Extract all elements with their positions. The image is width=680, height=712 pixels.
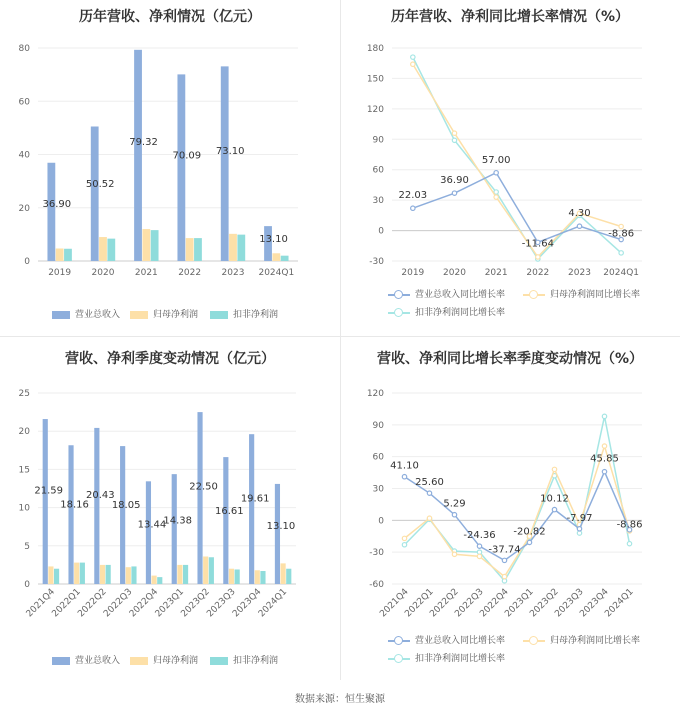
x-tick-label: 2021Q4	[24, 587, 58, 620]
x-tick-label: 2024Q1	[603, 587, 636, 620]
data-label: 5.29	[443, 498, 466, 510]
data-label: 18.16	[60, 499, 89, 511]
x-tick-label: 2023Q4	[578, 587, 611, 620]
x-tick-label: 2022Q4	[127, 587, 161, 620]
series-point	[411, 62, 415, 66]
bar-deducted-profit	[106, 565, 111, 584]
bar-revenue	[120, 446, 125, 584]
data-label: 79.32	[129, 136, 158, 148]
y-tick-label: 0	[378, 516, 384, 527]
series-point	[552, 467, 556, 471]
bar-revenue	[94, 428, 99, 584]
y-tick-label: 120	[366, 104, 384, 115]
y-tick-label: 20	[18, 203, 30, 214]
series-point	[627, 541, 631, 545]
bar-net-profit	[229, 234, 237, 261]
series-point	[527, 540, 531, 544]
bar-net-profit	[229, 569, 234, 584]
legend-item-deducted-profit-growth[interactable]: 扣非净利润同比增长率	[388, 305, 505, 318]
y-tick-label: 30	[372, 484, 384, 495]
bar-revenue	[91, 126, 99, 261]
series-point	[502, 558, 506, 562]
y-tick-label: 0	[24, 580, 30, 590]
bar-revenue	[134, 50, 142, 261]
data-label: 70.09	[172, 150, 202, 162]
bar-revenue	[177, 74, 185, 261]
data-label: 19.61	[240, 493, 270, 505]
y-tick-label: 20	[18, 427, 30, 438]
bar-deducted-profit	[157, 577, 162, 584]
series-line-deducted-profit	[413, 57, 621, 259]
series-point	[577, 224, 581, 228]
x-tick-label: 2022Q2	[76, 587, 109, 620]
y-tick-label: 60	[372, 165, 384, 176]
series-point	[602, 414, 606, 418]
series-point	[402, 543, 406, 547]
x-tick-label: 2023Q2	[528, 587, 561, 620]
bar-revenue	[146, 481, 151, 584]
y-tick-label: 40	[18, 150, 30, 161]
bar-deducted-profit	[131, 566, 136, 584]
series-point	[477, 554, 481, 558]
data-label: 10.12	[540, 493, 569, 505]
quarterly-growth-rate-chart	[340, 336, 680, 680]
series-point	[402, 536, 406, 540]
legend-item-net-profit-growth[interactable]: 归母净利润同比增长率	[523, 633, 640, 646]
data-label: 18.05	[111, 500, 141, 512]
bar-deducted-profit	[80, 563, 85, 584]
bar-net-profit	[177, 565, 182, 584]
bar-net-profit	[255, 570, 260, 584]
bar-deducted-profit	[107, 239, 115, 261]
bar-net-profit	[48, 566, 53, 584]
chart-title: 营收、净利同比增长率季度变动情况（%）	[376, 351, 644, 367]
series-point	[619, 251, 623, 255]
y-tick-label: 90	[372, 420, 384, 431]
x-tick-label: 2019	[48, 268, 72, 278]
series-point	[452, 552, 456, 556]
x-tick-label: 2022Q1	[50, 587, 83, 620]
data-label: -8.86	[616, 519, 643, 531]
series-point	[536, 255, 540, 259]
series-line-net-profit	[405, 446, 630, 577]
bar-deducted-profit	[194, 238, 202, 261]
bar-deducted-profit	[260, 571, 265, 584]
legend-item-net-profit[interactable]: 归母净利润	[130, 307, 198, 320]
x-tick-label: 2022Q3	[453, 587, 486, 620]
chart-title: 营收、净利季度变动情况（亿元）	[65, 351, 275, 367]
bar-net-profit	[99, 237, 107, 261]
series-point	[477, 544, 481, 548]
quarterly-revenue-profit-chart	[0, 336, 340, 680]
x-tick-label: 2023Q4	[231, 587, 264, 620]
y-tick-label: -30	[369, 548, 384, 559]
bar-revenue	[172, 474, 177, 584]
x-tick-label: 2023Q1	[503, 587, 536, 620]
bar-deducted-profit	[281, 256, 289, 261]
data-label: 13.10	[266, 520, 296, 532]
bar-net-profit	[186, 238, 194, 261]
bar-net-profit	[281, 563, 286, 584]
chart-svg	[0, 336, 340, 680]
series-point	[552, 507, 556, 511]
bar-deducted-profit	[235, 569, 240, 584]
data-label: -8.86	[608, 228, 635, 240]
legend-item-deducted-profit[interactable]: 扣非净利润	[210, 307, 278, 320]
y-tick-label: 60	[18, 97, 30, 108]
data-label: 41.10	[390, 460, 419, 472]
x-tick-label: 2024Q1	[603, 268, 640, 278]
bar-revenue	[68, 445, 73, 584]
data-label: 73.10	[215, 145, 245, 157]
x-tick-label: 2023Q2	[179, 587, 212, 620]
data-label: 57.00	[481, 154, 511, 166]
legend-item-net-profit[interactable]: 归母净利润	[130, 653, 198, 666]
chart-svg	[0, 0, 340, 336]
chart-svg	[340, 0, 680, 336]
x-tick-label: 2024Q1	[256, 587, 290, 620]
series-point	[577, 527, 581, 531]
x-tick-label: 2023Q1	[153, 587, 187, 620]
chart-title: 历年营收、净利同比增长率情况（%）	[390, 9, 630, 25]
bar-deducted-profit	[183, 565, 188, 584]
x-tick-label: 2021	[484, 268, 508, 278]
data-label: -24.36	[463, 530, 496, 542]
bar-deducted-profit	[64, 249, 72, 261]
data-label: 36.90	[42, 198, 72, 210]
y-tick-label: 5	[24, 541, 30, 552]
bar-net-profit	[56, 248, 64, 261]
bar-net-profit	[272, 253, 280, 261]
data-label: 36.90	[440, 175, 469, 187]
series-point	[411, 55, 415, 59]
series-point	[602, 444, 606, 448]
series-point	[502, 574, 506, 578]
bar-net-profit	[203, 556, 208, 584]
y-tick-label: 30	[372, 196, 384, 207]
y-tick-label: 0	[24, 257, 30, 267]
x-tick-label: 2024Q1	[258, 268, 295, 278]
data-label: 14.38	[163, 515, 193, 527]
legend-item-deducted-profit-growth[interactable]: 扣非净利润同比增长率	[388, 651, 505, 664]
series-point	[452, 513, 456, 517]
data-label: 20.43	[86, 490, 115, 502]
data-label: -37.74	[488, 544, 521, 556]
series-point	[402, 475, 406, 479]
y-tick-label: 120	[366, 389, 384, 399]
series-point	[452, 191, 456, 195]
y-tick-label: 90	[372, 135, 384, 146]
x-tick-label: 2022Q2	[428, 587, 461, 620]
bar-revenue	[221, 66, 229, 261]
legend-item-deducted-profit[interactable]: 扣非净利润	[210, 653, 278, 666]
x-tick-label: 2022	[526, 268, 550, 278]
series-point	[427, 516, 431, 520]
bar-deducted-profit	[237, 235, 245, 261]
bar-net-profit	[152, 576, 157, 584]
x-tick-label: 2021Q4	[378, 587, 411, 620]
data-label: 22.50	[189, 481, 218, 493]
bar-net-profit	[126, 567, 131, 584]
legend-item-revenue[interactable]: 营业总收入	[52, 307, 120, 320]
bar-net-profit	[74, 563, 79, 584]
series-point	[452, 138, 456, 142]
bar-revenue	[249, 434, 254, 584]
data-label: 21.59	[34, 485, 64, 497]
bar-revenue	[223, 457, 228, 584]
y-tick-label: 60	[372, 452, 384, 463]
x-tick-label: 2022Q1	[403, 587, 436, 620]
x-tick-label: 2021	[134, 268, 158, 278]
data-label: -11.64	[521, 238, 554, 250]
series-point	[494, 171, 498, 175]
y-tick-label: 80	[18, 44, 30, 54]
x-tick-label: 2022Q4	[478, 587, 511, 620]
series-point	[452, 131, 456, 135]
y-tick-label: 25	[18, 389, 30, 399]
x-tick-label: 2022	[178, 268, 202, 278]
data-label: 25.60	[415, 477, 444, 489]
x-tick-label: 2022Q3	[102, 587, 135, 620]
chart-title: 历年营收、净利情况（亿元）	[79, 9, 261, 25]
data-label: 16.61	[215, 506, 244, 518]
y-tick-label: 15	[18, 465, 30, 476]
x-tick-label: 2020	[443, 268, 466, 278]
y-tick-label: -30	[369, 257, 384, 267]
series-line-net-profit	[413, 64, 621, 257]
bar-revenue	[43, 419, 48, 584]
data-label: 13.44	[137, 519, 167, 531]
annual-growth-rate-chart	[340, 0, 680, 336]
data-label: 45.85	[590, 453, 619, 465]
bar-deducted-profit	[151, 230, 159, 261]
y-tick-label: 180	[366, 44, 384, 54]
legend-item-revenue-growth[interactable]: 营业总收入同比增长率	[388, 287, 505, 300]
series-point	[411, 206, 415, 210]
data-label: -7.97	[566, 512, 593, 524]
bar-deducted-profit	[54, 569, 59, 584]
y-tick-label: 0	[378, 226, 384, 237]
annual-revenue-profit-chart	[0, 0, 340, 336]
x-tick-label: 2023	[221, 268, 245, 278]
data-label: 13.10	[259, 233, 288, 245]
x-tick-label: 2023Q3	[553, 587, 586, 620]
series-point	[602, 469, 606, 473]
chart-svg	[340, 336, 680, 680]
x-tick-label: 2020	[91, 268, 115, 278]
x-tick-label: 2023	[568, 268, 591, 278]
y-tick-label: 10	[18, 503, 30, 514]
bar-revenue	[275, 484, 280, 584]
data-label: 50.52	[85, 179, 115, 191]
legend-item-net-profit-growth[interactable]: 归母净利润同比增长率	[523, 287, 640, 300]
data-label: 22.03	[398, 190, 428, 202]
series-point	[427, 491, 431, 495]
bar-net-profit	[100, 565, 105, 584]
x-tick-label: 2019	[401, 268, 425, 278]
bar-deducted-profit	[209, 557, 214, 584]
data-label: 4.30	[568, 208, 591, 220]
data-source: 数据来源：恒生聚源	[295, 694, 385, 705]
y-tick-label: -60	[369, 580, 384, 590]
bar-deducted-profit	[286, 569, 291, 584]
series-point	[494, 195, 498, 199]
bar-revenue	[47, 163, 55, 261]
y-tick-label: 150	[366, 74, 384, 85]
x-tick-label: 2023Q3	[205, 587, 238, 620]
bar-revenue	[197, 412, 202, 584]
legend-item-revenue[interactable]: 营业总收入	[52, 653, 120, 666]
legend-item-revenue-growth[interactable]: 营业总收入同比增长率	[388, 633, 505, 646]
data-label: -20.82	[513, 526, 546, 538]
bar-net-profit	[142, 229, 150, 261]
